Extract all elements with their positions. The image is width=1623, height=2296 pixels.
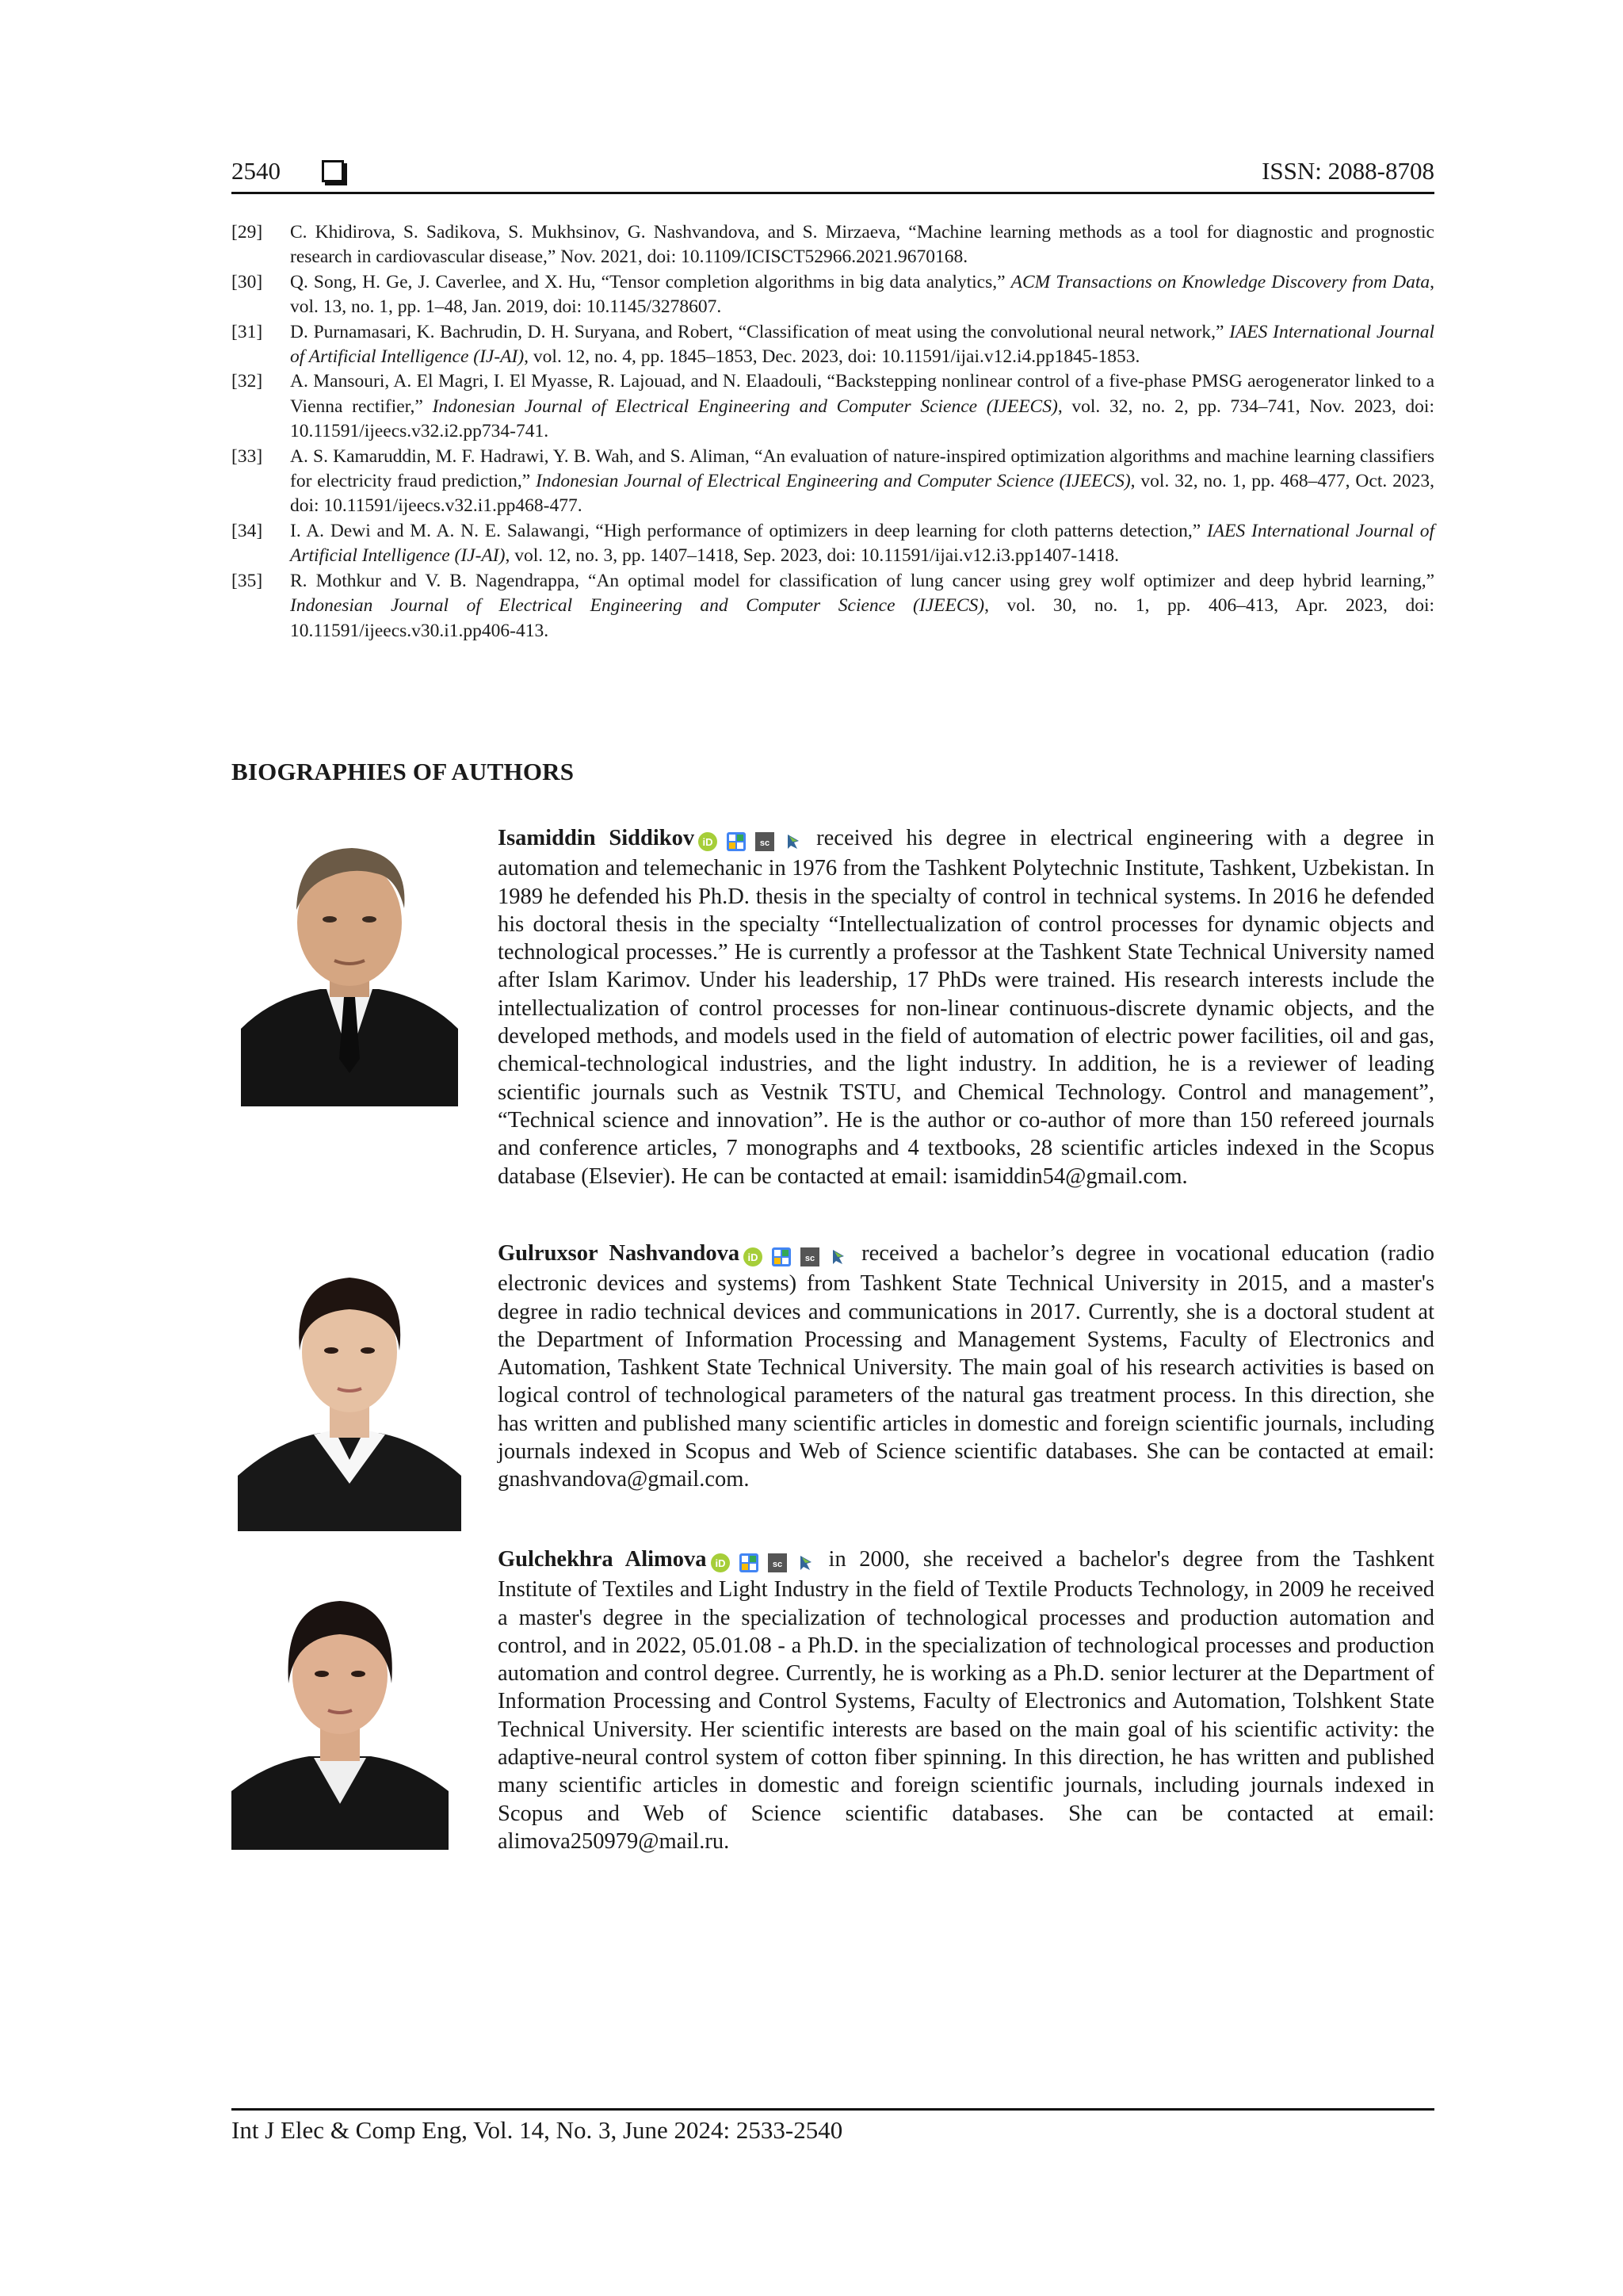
svg-text:iD: iD: [747, 1251, 758, 1264]
author-photo: [238, 1246, 461, 1531]
journal-title: IAES International Journal of Artificial Intelligence (IJ-AI): [290, 520, 1434, 567]
publons-icon[interactable]: [828, 1247, 849, 1267]
journal-title: ACM Transactions on Knowledge Discovery from Data: [1010, 271, 1430, 292]
square-bullet-icon: [322, 160, 344, 182]
running-footer: Int J Elec & Comp Eng, Vol. 14, No. 3, June 2024: 2533-2540: [231, 2116, 843, 2144]
author-bio: [498, 1545, 1434, 1855]
reference-segment: , vol. 30, no. 1, pp. 406–413, Apr. 2023, doi: 10.11591/ijeecs.v30.i1.pp406-413.: [290, 595, 1434, 641]
author-name: Gulchekhra Alimova: [498, 1547, 707, 1572]
author-photo: [231, 1572, 449, 1850]
page-number: 2540: [231, 157, 281, 185]
footer-rule: [231, 2108, 1434, 2111]
journal-title: Indonesian Journal of Electrical Engineering and Computer Science (IJEECS): [536, 471, 1131, 492]
orcid-icon[interactable]: [697, 831, 718, 852]
reference-text: [290, 569, 1434, 644]
reference-segment: Q. Song, H. Ge, J. Caverlee, and X. Hu, “Tensor completion algorithms in big data analytics,”: [290, 271, 1011, 292]
reference-number: [30]: [231, 271, 263, 292]
reference-segment: R. Mothkur and V. B. Nagendrappa, “An optimal model for classification of lung cancer using grey wolf optimizer and deep hybrid learning,”: [290, 570, 1434, 591]
reference-number: [33]: [231, 445, 263, 467]
reference-segment: C. Khidirova, S. Sadikova, S. Mukhsinov, G. Nashvandova, and S. Mirzaeva, “Machine learning methods as a tool for diagnostic and prognostic research in cardiovascular disease,” Nov. 2021, doi: 10.1109/ICISCT52966.2021.9670168.: [290, 222, 1434, 268]
journal-title: Indonesian Journal of Electrical Engineering and Computer Science (IJEECS): [290, 595, 985, 617]
reference-segment: , vol. 32, no. 1, pp. 468–477, Oct. 2023, doi: 10.11591/ijeecs.v32.i1.pp468-477.: [290, 471, 1434, 517]
reference-segment: D. Purnamasari, K. Bachrudin, D. H. Suryana, and Robert, “Classification of meat using the convolutional neural network,”: [290, 321, 1230, 342]
reference-number: [35]: [231, 570, 263, 591]
reference-item: [231, 445, 1434, 519]
profile-icons: [697, 827, 812, 854]
reference-number: [29]: [231, 222, 263, 243]
running-header: [231, 155, 1434, 190]
reference-item: [231, 320, 1434, 370]
reference-number: [34]: [231, 520, 263, 541]
reference-segment: A. Mansouri, A. El Magri, I. El Myasse, R. Lajouad, and N. Elaadouli, “Backstepping nonlinear control of a five-phase PMSG aerogenerator linked to a Vienna rectifier,”: [290, 371, 1434, 417]
google-scholar-icon[interactable]: [739, 1553, 759, 1573]
journal-title: Indonesian Journal of Electrical Engineering and Computer Science (IJEECS): [432, 395, 1058, 417]
reference-list: [231, 220, 1434, 644]
issn: ISSN: 2088-8708: [1262, 157, 1434, 185]
reference-text: [290, 320, 1434, 370]
orcid-icon[interactable]: [710, 1553, 731, 1573]
reference-item: [231, 519, 1434, 569]
reference-number: [32]: [231, 371, 263, 392]
scopus-icon[interactable]: [767, 1553, 788, 1573]
reference-item: [231, 220, 1434, 270]
reference-text: [290, 220, 1434, 270]
author-bio-text: received his degree in electrical engineering with a degree in automation and telemechanic in 1976 from the Tashkent Polytechnic Institute, Tashkent, Uzbekistan. In 1989 he defended his Ph.D. thesis in the specialty of control in technical systems. In 2016 he defended his doctoral thesis in the specialty “Intellectualization of control processes for dynamic objects and technological processes.” He is currently a professor at the Tashkent State Technical University named after Islam Karimov. Under his leadership, 17 PhDs were trained. His research interests include the intellectualization of control processes for non-linear continuous-discrete dynamic objects, and the developed methods, and models used in the field of automation of electric power facilities, oil and gas, chemical-technological industries, and the light industry. In addition, he is a reviewer of leading scientific journals such as Vestnik TSTU, and Chemical Technology. Control and management”, “Technical science and innovation”. He is the author or co-author of more than 150 refereed journals and conference articles, 7 monographs and 4 textbooks, 28 scientific articles indexed in the Scopus database (Elsevier). He can be contacted at email: isamiddin54@gmail.com.: [498, 826, 1434, 1189]
reference-segment: I. A. Dewi and M. A. N. E. Salawangi, “High performance of optimizers in deep learning for cloth patterns detection,”: [290, 520, 1207, 541]
svg-text:iD: iD: [715, 1557, 726, 1570]
reference-text: [290, 369, 1434, 444]
reference-text: [290, 519, 1434, 569]
profile-icons: [743, 1242, 857, 1270]
google-scholar-icon[interactable]: [771, 1247, 792, 1267]
reference-segment: A. S. Kamaruddin, M. F. Hadrawi, Y. B. Wah, and S. Aliman, “An evaluation of nature-inspired optimization algorithms and machine learning classifiers for electricity fraud prediction,”: [290, 445, 1434, 492]
author-name: Isamiddin Siddikov: [498, 826, 695, 850]
author-bio-text: received a bachelor’s degree in vocational education (radio electronic devices and systems) from Tashkent State Technical University in 2015, and a master's degree in radio technical devices and communications in 2017. Currently, she is a doctoral student at the Department of Information Processing and Management Systems, Faculty of Electronics and Automation, Tashkent State Technical University. The main goal of his research activities is based on logical control of technological parameters of the natural gas treatment process. In this direction, she has written and published many scientific articles in domestic and foreign scientific journals, including journals indexed in Scopus and Web of Science scientific databases. She can be contacted at email: gnashvandova@gmail.com.: [498, 1241, 1434, 1492]
author-bio-text: in 2000, she received a bachelor's degree from the Tashkent Institute of Textiles and Light Industry in the field of Textile Products Technology, in 2009 he received a master's degree in the specialization of technological processes and production automation and control, and in 2022, 05.01.08 - a Ph.D. in the specialization of technological processes and production automation and control degree. Currently, he is working as a Ph.D. senior lecturer at the Department of Information Processing and Control Systems, Faculty of Electronics and Automation, Tolshkent State Technical University. Her scientific interests are based on the main goal of his scientific activity: the adaptive-neural control system of cotton fiber spinning. In this direction, he has written and published many scientific articles in domestic and foreign scientific journals, including journals indexed in Scopus and Web of Science scientific databases. She can be contacted at email: alimova250979@mail.ru.: [498, 1547, 1434, 1854]
scopus-icon[interactable]: [754, 831, 775, 852]
reference-item: [231, 270, 1434, 320]
author-name: Gulruxsor Nashvandova: [498, 1241, 740, 1266]
reference-item: [231, 369, 1434, 444]
header-rule: [231, 192, 1434, 194]
google-scholar-icon[interactable]: [726, 831, 747, 852]
svg-text:sc: sc: [760, 839, 770, 849]
reference-segment: , vol. 32, no. 2, pp. 734–741, Nov. 2023, doi: 10.11591/ijeecs.v32.i2.pp734-741.: [290, 395, 1434, 442]
svg-text:sc: sc: [805, 1254, 815, 1264]
reference-text: [290, 445, 1434, 519]
author-photo: [241, 821, 458, 1106]
scopus-icon[interactable]: [800, 1247, 820, 1267]
svg-text:iD: iD: [702, 836, 713, 849]
reference-segment: , vol. 13, no. 1, pp. 1–48, Jan. 2019, doi: 10.1145/3278607.: [290, 271, 1434, 318]
reference-text: [290, 270, 1434, 320]
svg-text:sc: sc: [772, 1560, 782, 1570]
publons-icon[interactable]: [796, 1553, 816, 1573]
reference-segment: , vol. 12, no. 3, pp. 1407–1418, Sep. 2023, doi: 10.11591/ijai.v12.i3.pp1407-1418.: [505, 545, 1120, 567]
orcid-icon[interactable]: [743, 1247, 763, 1267]
author-bio: [498, 824, 1434, 1190]
author-bio: [498, 1240, 1434, 1494]
journal-title: IAES International Journal of Artificial Intelligence (IJ-AI): [290, 321, 1434, 368]
reference-number: [31]: [231, 321, 263, 342]
section-heading: BIOGRAPHIES OF AUTHORS: [231, 758, 575, 785]
profile-icons: [710, 1548, 824, 1576]
reference-segment: , vol. 12, no. 4, pp. 1845–1853, Dec. 2023, doi: 10.11591/ijai.v12.i4.pp1845-1853.: [524, 346, 1140, 368]
publons-icon[interactable]: [783, 831, 804, 852]
reference-item: [231, 569, 1434, 644]
